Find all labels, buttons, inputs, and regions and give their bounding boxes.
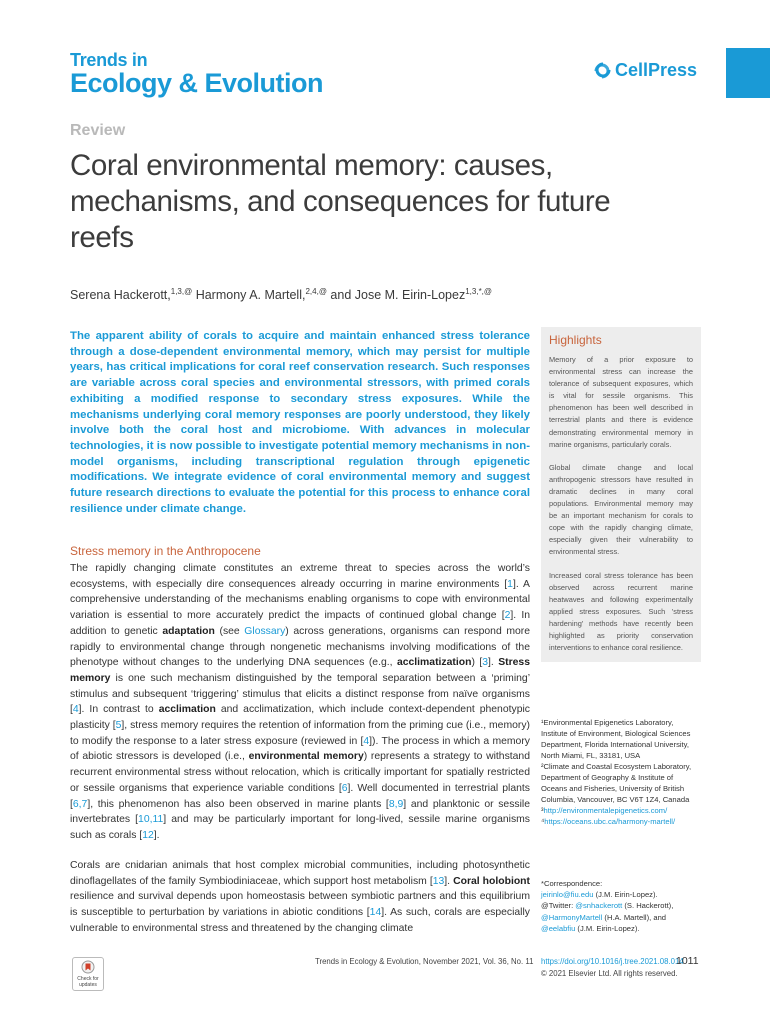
twitter-owner: (H.A. Martell), and — [602, 912, 667, 922]
twitter-handle-link[interactable]: @snhackerott — [575, 901, 623, 911]
lab-website-link[interactable]: http://environmentalepigenetics.com/ — [543, 806, 668, 815]
correspondence-email-line — [541, 889, 701, 900]
highlight-item: Global climate change and local anthropogenic stressors have resulted in dramatic declines in many coral populations. Environmental memory may be an important mechanism for corals to cope with the rapidly changing climate, especially given their vulnerability to environmental stress. — [549, 462, 693, 557]
page-number: 1011 — [676, 955, 699, 967]
affiliation-3 — [541, 805, 701, 816]
abstract: The apparent ability of corals to acquire and maintain enhanced stress tolerance through a dose-dependent environmental memory, which may persist for multiple years, has critical implications for coral reef conservation research. Such responses are variable across coral species and environmental stressors, with primed corals exhibiting a modified response to secondary stress exposures. While the mechanisms underlying coral memory responses are poorly understood, they likely involve both the coral host and microbiome. With advances in molecular technologies, it is now possible to investigate potential memory mechanisms in non-model organisms, including transcriptional regulation through epigenetic modifications. We integrate evidence of coral environmental memory and suggest future research directions to evaluate the potential for this process to enhance coral resilience under climate change. — [70, 330, 530, 515]
author-list — [70, 287, 492, 302]
cellpress-icon — [594, 62, 611, 79]
author-affiliation-marks: 2,4,@ — [305, 287, 327, 296]
affiliations — [541, 717, 701, 827]
journal-issue-info: Trends in Ecology & Evolution, November 2021, Vol. 36, No. 11 — [315, 957, 534, 966]
corner-color-block — [726, 48, 770, 98]
twitter-line — [541, 923, 701, 934]
publisher-logo[interactable] — [594, 60, 697, 81]
highlights-box — [541, 327, 701, 662]
body-paragraph: The rapidly changing climate constitutes an extreme threat to species across the world’s ecosystems, with especially dire consequences already occurring in marine environments [1]. A comprehensive understanding of the mechanisms enabling organisms to cope with environmental variation is essential to more accurately predict the impacts of continued global change [2]. In addition to genetic adaptation (see Glossary) across generations, organisms can respond more rapidly to environmental change through nongenetic mechanisms involving modifications of the phenotype without changes to the underlying DNA sequences (e.g., acclimatization) [3]. Stress memory is one such mechanism distinguished by the temporal separation between a ‘priming’ stimulus and subsequent ‘triggering’ stimulus that elicits a distinct response from naïve organisms [4]. In contrast to acclimation and acclimatization, which include context-dependent phenotypic plasticity [5], stress memory requires the retention of information from the priming cue (i.e., memory) to modify the response to a later stress exposure (reviewed in [4]). The process in which a memory of abiotic stressors is developed (i.e., environmental memory) represents a strategy to withstand recurrent environmental stress without relocation, which is critically important for spatially restricted or sessile organisms that experience variable conditions [6]. Well documented in terrestrial plants [6,7], this phenomenon has also been observed in marine plants [8,9] and planktonic or sessile invertebrates [10,11] and may be particularly important for long-lived, sessile marine organisms such as corals [12]. — [70, 563, 531, 841]
twitter-label: @Twitter: — [541, 901, 576, 911]
bookmark-icon — [81, 960, 95, 976]
author-affiliation-marks: 1,3,*,@ — [465, 287, 493, 296]
article-type-label: Review — [70, 122, 126, 139]
check-updates-label: Check for updates — [77, 976, 99, 988]
correspondence-label: *Correspondence: — [541, 879, 603, 888]
twitter-handle-link[interactable]: @HarmonyMartell — [541, 912, 603, 922]
correspondence — [541, 878, 701, 934]
affiliation-mark: ³ — [541, 806, 544, 815]
highlight-item: Increased coral stress tolerance has been observed across recurrent marine heatwaves and following experimentally applied stress exposures. Such 'stress hardening' methods have recently been highlighted as priority conservation interventions to enhance coral resilience. — [549, 570, 693, 653]
journal-name-line1: Trends in — [70, 50, 148, 70]
check-for-updates-button[interactable] — [72, 957, 104, 991]
highlights-title: Highlights — [549, 333, 602, 347]
twitter-line — [541, 912, 701, 923]
author-name: and Jose M. Eirin-Lopez — [330, 288, 466, 303]
journal-name-line2: Ecology & Evolution — [70, 68, 324, 98]
article-title: Coral environmental memory: causes, mechanisms, and consequences for future reefs — [70, 149, 611, 254]
affiliation-2: ²Climate and Coastal Ecosystem Laboratory, Department of Geography & Institute of Oceans and Fisheries, University of British Columbia, Vancouver, BC V6T 1Z4, Canada — [541, 762, 692, 804]
twitter-line — [541, 900, 701, 911]
highlight-item: Memory of a prior exposure to environmental stress can increase the tolerance of subsequent exposures, which is vital for sessile organisms. This phenomenon has been well described in terrestrial plants and there is evidence demonstrating environmental memory in marine organisms, particularly corals. — [549, 355, 693, 449]
twitter-handle-link[interactable]: @eelabfiu — [541, 923, 576, 933]
author-name: Harmony A. Martell, — [195, 288, 306, 303]
copyright: © 2021 Elsevier Ltd. All rights reserved. — [541, 969, 678, 978]
email-link[interactable]: jeirinlo@fiu.edu — [541, 890, 594, 900]
section-heading: Stress memory in the Anthropocene — [70, 544, 261, 558]
author-affiliation-marks: 1,3,@ — [170, 287, 193, 296]
twitter-owner: (S. Hackerott), — [622, 901, 674, 911]
email-owner: (J.M. Eirin-Lopez). — [593, 890, 658, 900]
affiliation-mark: ⁴ — [541, 817, 545, 826]
doi-link[interactable]: https://doi.org/10.1016/j.tree.2021.08.014 — [541, 957, 684, 966]
author-name: Serena Hackerott, — [70, 288, 171, 303]
body-paragraph: Corals are cnidarian animals that host complex microbial communities, including photosynthetic dinoflagellates of the family Symbiodiniaceae, which support host metabolism [13]. Coral holobiont resilience and survival depends upon homeostasis between symbiotic partners and this equilibrium is susceptible to perturbation by variations in abiotic conditions [14]. As such, corals are especially vulnerable to environmental stress and threatened by the changing climate — [70, 860, 530, 934]
affiliation-1: ¹Environmental Epigenetics Laboratory, Institute of Environment, Biological Sciences Department, Florida International University, North Miami, FL, 33181, USA — [541, 718, 691, 760]
twitter-owner: (J.M. Eirin-Lopez). — [575, 923, 640, 933]
author-website-link[interactable]: https://oceans.ubc.ca/harmony-martell/ — [544, 817, 676, 826]
affiliation-4 — [541, 816, 701, 827]
publisher-name: CellPress — [615, 60, 698, 80]
